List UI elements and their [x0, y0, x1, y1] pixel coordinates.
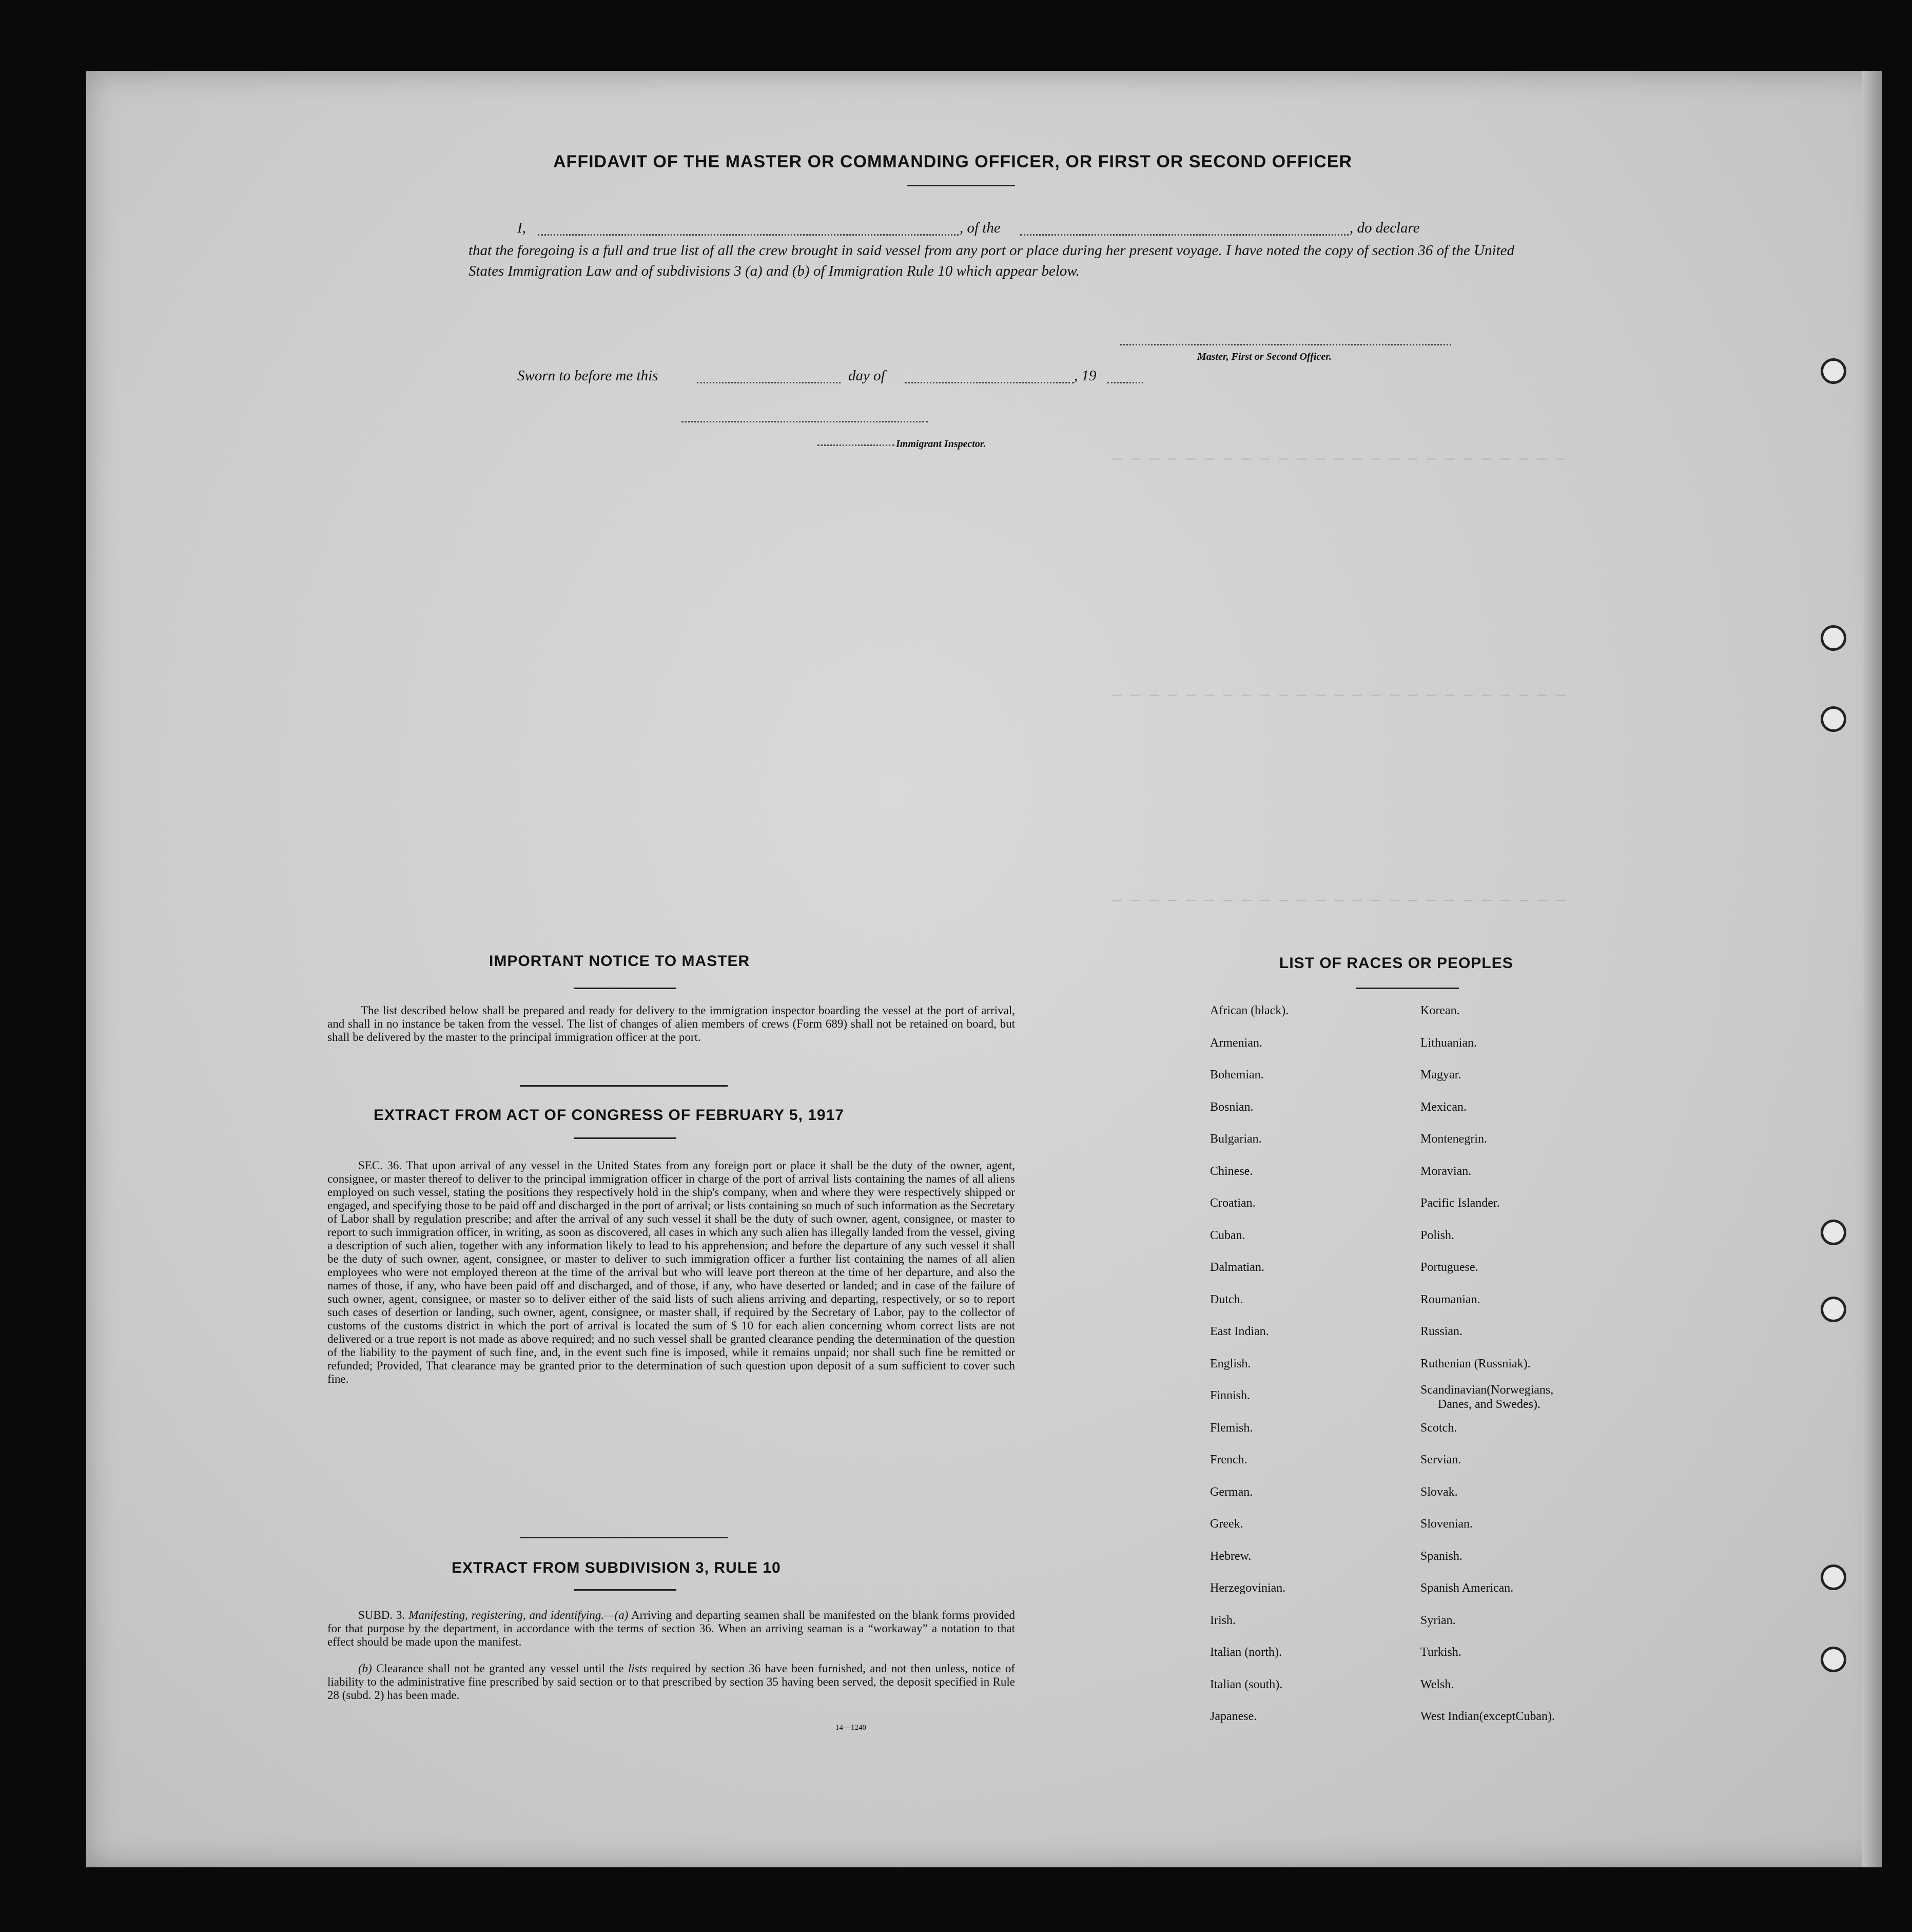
section-rule	[520, 1085, 728, 1087]
para-b-lists: lists	[628, 1662, 647, 1675]
race-item: Italian (south).	[1210, 1677, 1283, 1691]
punch-hole	[1821, 1647, 1846, 1672]
race-item: Magyar.	[1420, 1068, 1461, 1081]
race-item: Roumanian.	[1420, 1292, 1480, 1306]
race-item: German.	[1210, 1485, 1253, 1499]
extract-rule-para-b	[327, 1662, 1015, 1702]
form-number: 14—1240	[835, 1724, 866, 1732]
race-item: Dalmatian.	[1210, 1261, 1264, 1274]
race-item: Ruthenian (Russniak).	[1420, 1357, 1531, 1370]
inspector-caption: Immigrant Inspector.	[896, 438, 986, 450]
race-item: Chinese.	[1210, 1164, 1253, 1178]
race-item: Cuban.	[1210, 1228, 1245, 1242]
subd-heading: Manifesting, registering, and identifying.—(a)	[408, 1609, 629, 1621]
race-item-wrapper	[1420, 1380, 1555, 1412]
race-item: Dutch.	[1210, 1292, 1243, 1306]
signature-caption: Master, First or Second Officer.	[1197, 351, 1332, 362]
race-item: African (black).	[1210, 1004, 1289, 1017]
sworn-day-blank	[697, 382, 841, 383]
races-list-left	[1210, 995, 1289, 1733]
subd-para-a: Arriving and departing seamen shall be manifested on the blank forms provided for that purpose by the department, in accordance with the terms of section 36. When an arriving seaman is a “workaway” a notation to that effect should be made upon the manifest.	[327, 1609, 1015, 1648]
race-item: Spanish.	[1420, 1549, 1463, 1563]
punch-hole	[1821, 625, 1846, 651]
race-item: Armenian.	[1210, 1036, 1262, 1050]
race-item: Japanese.	[1210, 1710, 1257, 1723]
sworn-year-blank	[1107, 382, 1143, 383]
race-item-continuation: Danes, and Swedes).	[1438, 1398, 1540, 1411]
inspector-line	[681, 421, 928, 422]
race-item: English.	[1210, 1357, 1251, 1370]
punch-hole	[1821, 358, 1846, 384]
extract-rule-title: EXTRACT FROM SUBDIVISION 3, RULE 10	[452, 1559, 781, 1576]
name-blank	[538, 234, 959, 236]
race-item: Flemish.	[1210, 1421, 1253, 1435]
page-edge	[1862, 71, 1882, 1867]
affidavit-body: that the foregoing is a full and true list of all the crew brought in said vessel from any port or place during her present voyage. I have noted the copy of section 36 of the United States Immigration Law and of subdivisions 3 (a) and (b) of Immigration Rule 10 which appear below.	[469, 242, 1515, 279]
race-item: Welsh.	[1420, 1677, 1454, 1691]
signature-line	[1120, 344, 1451, 345]
race-item: Scotch.	[1420, 1421, 1457, 1435]
notice-body: The list described below shall be prepared and ready for delivery to the immigration inspector boarding the vessel at the port of arrival, and shall in no instance be taken from the vessel. The list of changes of alien members of crews (Form 689) shall not be retained on board, but shall be delivered by the master to the principal immigration officer at the port.	[327, 1004, 1015, 1044]
race-item: Portuguese.	[1420, 1261, 1478, 1274]
sworn-prefix: Sworn to before me this	[517, 368, 658, 384]
race-item: Croatian.	[1210, 1196, 1256, 1210]
inspector-leader	[817, 445, 894, 446]
sworn-month-blank	[905, 382, 1074, 383]
para-b-post: required by section 36 have been furnished, and not then unless, notice of liability to the administrative fine prescribed by said section or to that prescribed by section 35 having been served, the deposit specified in Rule 28 (subd. 2) has been made.	[327, 1662, 1016, 1702]
race-item: Montenegrin.	[1420, 1132, 1487, 1146]
extract-rule-rule	[574, 1589, 676, 1591]
document-page	[86, 71, 1882, 1867]
race-item: Russian.	[1420, 1325, 1463, 1338]
races-title: LIST OF RACES OR PEOPLES	[1279, 955, 1513, 972]
race-item: Slovenian.	[1420, 1517, 1473, 1531]
race-item: Spanish American.	[1420, 1581, 1514, 1595]
section-rule	[520, 1537, 728, 1538]
para-b-label: (b)	[358, 1662, 372, 1675]
race-item: Syrian.	[1420, 1613, 1456, 1627]
para-b-pre: Clearance shall not be granted any vessel until the	[376, 1662, 624, 1675]
vessel-blank	[1020, 234, 1349, 236]
race-item: West Indian(exceptCuban).	[1420, 1710, 1555, 1723]
race-item: East Indian.	[1210, 1325, 1269, 1338]
punch-hole	[1821, 1297, 1846, 1322]
race-item: Scandinavian(Norwegians,	[1420, 1383, 1554, 1397]
punch-hole	[1821, 1564, 1846, 1590]
punch-hole	[1821, 706, 1846, 732]
affidavit-line1-i: I,	[517, 220, 526, 236]
race-item: Turkish.	[1420, 1646, 1461, 1659]
bleed-through-texture: — — — — — — — — — — — — — — — — — — — — — — — — —	[1113, 687, 1566, 704]
race-item: Greek.	[1210, 1517, 1243, 1531]
affidavit-title: AFFIDAVIT OF THE MASTER OR COMMANDING OFFICER, OR FIRST OR SECOND OFFICER	[553, 152, 1352, 171]
extract-act-rule	[574, 1137, 676, 1139]
race-item: Mexican.	[1420, 1100, 1467, 1114]
bleed-through-texture: — — — — — — — — — — — — — — — — — — — — — — — — —	[1113, 451, 1566, 468]
race-item: Bulgarian.	[1210, 1132, 1262, 1146]
race-item: Pacific Islander.	[1420, 1196, 1500, 1210]
affidavit-line1-declare: , do declare	[1350, 220, 1420, 236]
punch-hole	[1821, 1220, 1846, 1245]
subd-label: SUBD. 3.	[358, 1609, 405, 1621]
race-item: Italian (north).	[1210, 1646, 1282, 1659]
race-item: Servian.	[1420, 1453, 1461, 1466]
race-item: French.	[1210, 1453, 1247, 1466]
race-item: Irish.	[1210, 1613, 1236, 1627]
sworn-day-of: day of	[848, 368, 885, 384]
title-rule	[907, 185, 1015, 186]
race-item: Slovak.	[1420, 1485, 1458, 1499]
races-rule	[1356, 988, 1459, 989]
extract-act-body: SEC. 36. That upon arrival of any vessel in the United States from any foreign port or place it shall be the duty of the owner, agent, consignee, or master thereof to deliver to the principal immigration officer in charge of the port of arrival lists containing the names of all aliens employed on such vessel, stating the positions they respectively hold in the ship's company, when and where they were respectively shipped or engaged, and specifying those to be paid off and discharged in the port of arrival; or lists containing so much of such information as the Secretary of Labor shall by regulation prescribe; and after the arrival of any such vessel it shall be the duty of such owner, agent, consignee, or master to report to such immigration officer, in writing, as soon as discovered, all cases in which any such alien has illegally landed from the vessel, giving a description of such alien, together with any information likely to lead to his apprehension; and before the departure of any such vessel it shall be the duty of such owner, agent, consignee, or master to deliver to such immigration officer a further list containing the names of all alien employees who were not employed thereon at the time of the arrival but who will leave port thereon at the time of her departure, and also the names of those, if any, who have been paid off and discharged, and of those, if any, who have deserted or landed; and in case of the failure of such owner, agent, consignee, or master so to deliver either of the said lists of such aliens arriving and departing, respectively, or so to report such cases of desertion or landing, such owner, agent, consignee, or master shall, if required by the Secretary of Labor, pay to the collector of customs of the customs district in which the port of arrival is located the sum of $ 10 for each alien concerning whom correct lists are not delivered or a true report is not made as above required; and no such vessel shall be granted clearance pending the determination of the question of the liability to the payment of such fine, and, in the event such fine is imposed, while it remains unpaid; nor shall such fine be remitted or refunded; Provided, That clearance may be granted prior to the determination of such question upon deposit of a sum sufficient to cover such fine.	[327, 1159, 1015, 1385]
race-item: Finnish.	[1210, 1389, 1251, 1402]
race-item: Herzegovinian.	[1210, 1581, 1286, 1595]
race-item: Moravian.	[1420, 1164, 1472, 1178]
affidavit-line1-of-the: , of the	[960, 220, 1001, 236]
bleed-through-texture: — — — — — — — — — — — — — — — — — — — — — — — — —	[1113, 892, 1566, 910]
extract-rule-para-a	[327, 1609, 1015, 1649]
notice-title: IMPORTANT NOTICE TO MASTER	[489, 953, 750, 970]
extract-act-title: EXTRACT FROM ACT OF CONGRESS OF FEBRUARY 5, 1917	[374, 1107, 844, 1124]
notice-rule	[574, 988, 676, 989]
race-item: Hebrew.	[1210, 1549, 1252, 1563]
race-item: Bohemian.	[1210, 1068, 1264, 1081]
race-item: Korean.	[1420, 1004, 1460, 1017]
race-item: Lithuanian.	[1420, 1036, 1477, 1050]
race-item: Polish.	[1420, 1228, 1455, 1242]
races-list-right	[1420, 995, 1555, 1733]
race-item: Bosnian.	[1210, 1100, 1254, 1114]
sworn-year: , 19	[1074, 368, 1097, 384]
